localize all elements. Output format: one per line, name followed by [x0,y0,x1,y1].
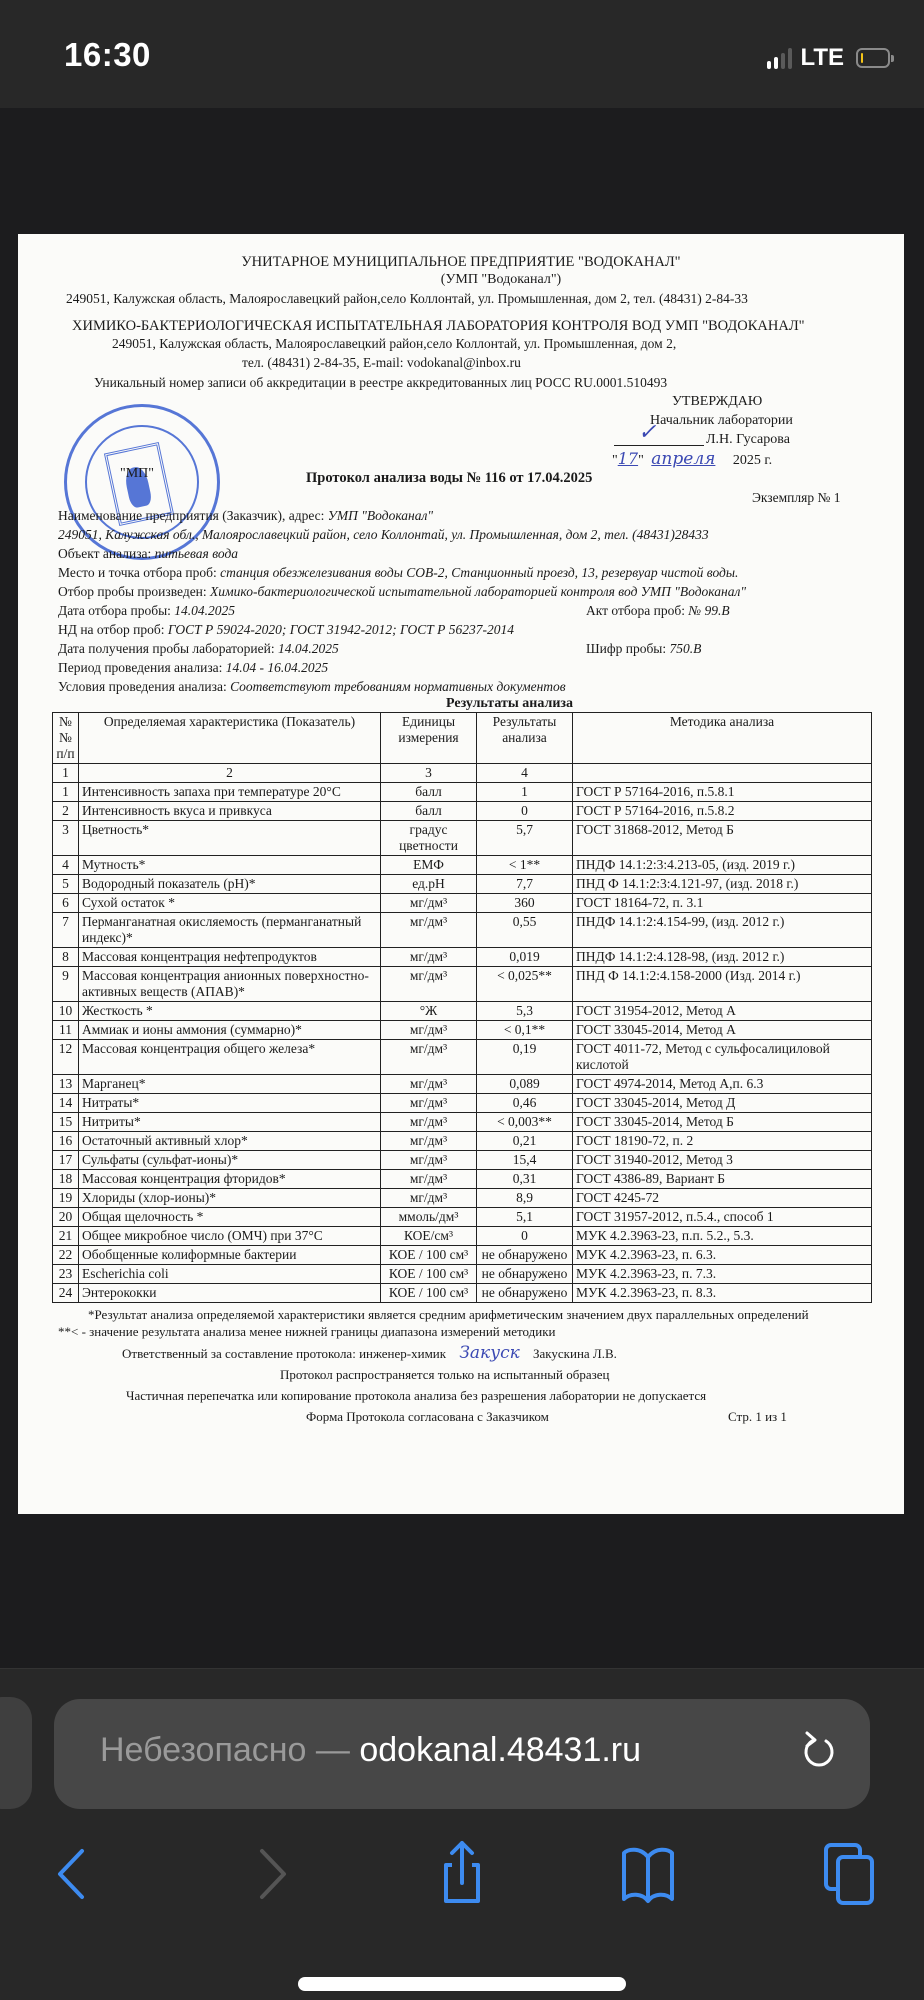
row-characteristic: Массовая концентрация общего железа* [79,1040,381,1075]
table-row [53,913,872,948]
table-row [53,1265,872,1284]
row-characteristic: Интенсивность вкуса и привкуса [79,802,381,821]
agreed-note: Форма Протокола согласована с Заказчиком [306,1409,549,1424]
table-row [53,894,872,913]
table-header-row [53,713,872,764]
row-characteristic: Обобщенные колиформные бактерии [79,1246,381,1265]
row-method: ГОСТ 18190-72, п. 2 [573,1132,872,1151]
row-result: 8,9 [477,1189,573,1208]
row-unit: балл [381,783,477,802]
row-characteristic: Жесткость * [79,1002,381,1021]
row-characteristic: Водородный показатель (рН)* [79,875,381,894]
row-unit: градус цветности [381,821,477,856]
sampling-standards-field: НД на отбор проб: ГОСТ Р 59024-2020; ГОСТ 31942-2012; ГОСТ Р 56237-2014 [58,622,514,637]
row-result: 360 [477,894,573,913]
approval-day: 17 [617,449,639,468]
security-warning: Небезопасно — [100,1731,360,1769]
table-row [53,875,872,894]
row-number: 17 [53,1151,79,1170]
row-number: 1 [53,783,79,802]
lab-name: ХИМИКО-БАКТЕРИОЛОГИЧЕСКАЯ ИСПЫТАТЕЛЬНАЯ ЛАБОРАТОРИЯ КОНТРОЛЯ ВОД УМП "ВОДОКАНАЛ" [72,318,805,334]
row-number: 22 [53,1246,79,1265]
row-characteristic: Остаточный активный хлор* [79,1132,381,1151]
row-unit: °Ж [381,1002,477,1021]
table-row [53,1189,872,1208]
row-method: ПНД Ф 14.1:2:3:4.121-97, (изд. 2018 г.) [573,875,872,894]
reload-icon[interactable] [798,1727,840,1775]
row-number: 19 [53,1189,79,1208]
row-unit: мг/дм³ [381,913,477,948]
row-unit: КОЕ / 100 см³ [381,1265,477,1284]
sample-code-field: Шифр пробы: 750.В [586,641,702,656]
row-result: 1 [477,783,573,802]
back-icon[interactable] [46,1839,106,1909]
row-result: 0,46 [477,1094,573,1113]
status-indicators [767,44,890,72]
copy-number: Экземпляр № 1 [752,490,841,505]
row-method: ГОСТ 33045-2014, Метод Д [573,1094,872,1113]
row-method: ГОСТ 33045-2014, Метод А [573,1021,872,1040]
approval-year: 2025 г. [732,453,773,468]
row-unit: мг/дм³ [381,1189,477,1208]
row-result: не обнаружено [477,1246,573,1265]
sampling-act-field: Акт отбора проб: № 99.В [586,603,730,618]
row-unit: мг/дм³ [381,1151,477,1170]
received-date-field: Дата получения пробы лабораторией: 14.04.2025 [58,641,339,656]
approval-position: Начальник лаборатории [650,413,793,428]
approval-month: апреля [651,449,716,469]
row-characteristic: Массовая концентрация анионных поверхностно-активных веществ (АПАВ)* [79,967,381,1002]
row-method: МУК 4.2.3963-23, п.п. 5.2., 5.3. [573,1227,872,1246]
row-number: 21 [53,1227,79,1246]
row-characteristic: Сульфаты (сульфат-ионы)* [79,1151,381,1170]
row-number: 2 [53,802,79,821]
row-characteristic: Перманганатная окисляемость (перманганатный индекс)* [79,913,381,948]
row-number: 20 [53,1208,79,1227]
row-unit: КОЕ / 100 см³ [381,1246,477,1265]
table-row [53,1021,872,1040]
row-characteristic: Хлориды (хлор-ионы)* [79,1189,381,1208]
row-result: 5,7 [477,821,573,856]
row-result: 0,019 [477,948,573,967]
row-result: не обнаружено [477,1265,573,1284]
row-characteristic: Энтерококки [79,1284,381,1303]
row-result: 0,31 [477,1170,573,1189]
row-characteristic: Интенсивность запаха при температуре 20°С [79,783,381,802]
row-unit: мг/дм³ [381,1132,477,1151]
row-number: 11 [53,1021,79,1040]
row-unit: балл [381,802,477,821]
row-method: ГОСТ 31868-2012, Метод Б [573,821,872,856]
table-row [53,1132,872,1151]
battery-level [861,53,863,63]
forward-icon[interactable] [244,1839,304,1909]
approval-name: Л.Н. Гусарова [706,432,790,447]
battery-icon [856,48,890,68]
row-result: 0 [477,802,573,821]
row-characteristic: Мутность* [79,856,381,875]
customer-value: УМП "Водоканал" [327,508,434,523]
row-number: 23 [53,1265,79,1284]
row-unit: мг/дм³ [381,1040,477,1075]
header-characteristic: Определяемая характеристика (Показатель) [79,713,381,764]
approval-signature-line [614,432,704,446]
row-unit: мг/дм³ [381,1113,477,1132]
row-unit: КОЕ/см³ [381,1227,477,1246]
share-icon[interactable] [432,1839,492,1909]
row-unit: ммоль/дм³ [381,1208,477,1227]
url-host: odokanal.48431.ru [359,1731,642,1769]
row-method: ГОСТ Р 57164-2016, п.5.8.1 [573,783,872,802]
row-unit: мг/дм³ [381,1075,477,1094]
row-characteristic: Массовая концентрация фторидов* [79,1170,381,1189]
row-unit: мг/дм³ [381,1170,477,1189]
row-method: ПНДФ 14.1:2:4.128-98, (изд. 2012 г.) [573,948,872,967]
row-number: 15 [53,1113,79,1132]
approval-signature: ✓ [638,420,657,445]
approval-title: УТВЕРЖДАЮ [672,394,763,409]
row-number: 5 [53,875,79,894]
row-method: ГОСТ 18164-72, п. 3.1 [573,894,872,913]
org-name: УНИТАРНОЕ МУНИЦИПАЛЬНОЕ ПРЕДПРИЯТИЕ "ВОДОКАНАЛ" [241,254,681,270]
header-method: Методика анализа [573,713,872,764]
row-number: 8 [53,948,79,967]
row-unit: мг/дм³ [381,1021,477,1040]
row-number: 24 [53,1284,79,1303]
org-address: 249051, Калужская область, Малоярославецкий район,село Коллонтай, ул. Промышленная, дом 2, тел. (48431) 2-84-33 [66,291,748,306]
header-unit: Единицы измерения [381,713,477,764]
accreditation-number: Уникальный номер записи об аккредитации в реестре аккредитованных лиц РОСС RU.0001.510493 [94,375,668,390]
row-characteristic: Общая щелочность * [79,1208,381,1227]
row-method: ГОСТ 31957-2012, п.5.4., способ 1 [573,1208,872,1227]
results-table [52,712,872,1303]
sample-date-field: Дата отбора пробы: 14.04.2025 [58,603,236,618]
customer-address: 249051, Калужская обл., Малоярославецкий район, село Коллонтай, ул. Промышленная, дом 2, тел. (48431)28433 [58,527,709,542]
row-method: ГОСТ Р 57164-2016, п.5.8.2 [573,802,872,821]
row-result: 15,4 [477,1151,573,1170]
row-characteristic: Нитраты* [79,1094,381,1113]
scope-note: Протокол распространяется только на испытанный образец [280,1367,610,1382]
row-unit: мг/дм³ [381,894,477,913]
row-unit: мг/дм³ [381,967,477,1002]
footnote-below-range: **< - значение результата анализа менее нижней границы диапазона измерений методики [58,1324,556,1339]
table-row [53,1075,872,1094]
row-characteristic: Аммиак и ионы аммония (суммарно)* [79,1021,381,1040]
analysis-period-field: Период проведения анализа: 14.04 - 16.04.2025 [58,660,329,675]
row-unit: ед.рН [381,875,477,894]
row-number: 7 [53,913,79,948]
row-method: ПНДФ 14.1:2:3:4.213-05, (изд. 2019 г.) [573,856,872,875]
row-method: ПНДФ 14.1:2:4.154-99, (изд. 2012 г.) [573,913,872,948]
row-characteristic: Общее микробное число (ОМЧ) при 37°С [79,1227,381,1246]
table-row [53,1246,872,1265]
browser-bottom-bar [0,1668,924,2000]
table-row [53,1113,872,1132]
row-result: 0 [477,1227,573,1246]
home-indicator[interactable] [298,1977,626,1991]
row-result: 0,089 [477,1075,573,1094]
row-number: 16 [53,1132,79,1151]
row-method: МУК 4.2.3963-23, п. 6.3. [573,1246,872,1265]
table-row [53,1227,872,1246]
table-row [53,783,872,802]
stamp-placeholder-label: "МП" [120,466,154,481]
row-result: 5,3 [477,1002,573,1021]
org-short-name: (УМП "Водоканал") [440,272,562,287]
table-row [53,1151,872,1170]
row-result: < 0,025** [477,967,573,1002]
footnote-average: *Результат анализа определяемой характеристики является средним арифметическим значением двух параллельных определений [88,1307,809,1322]
row-method: ГОСТ 4974-2014, Метод А,п. 6.3 [573,1075,872,1094]
row-unit: мг/дм³ [381,1094,477,1113]
network-type: LTE [800,44,844,71]
row-unit: ЕМФ [381,856,477,875]
row-characteristic: Нитриты* [79,1113,381,1132]
row-number: 6 [53,894,79,913]
table-row [53,802,872,821]
row-result: 0,19 [477,1040,573,1075]
table-row [53,1170,872,1189]
results-title: Результаты анализа [446,696,574,711]
header-num: №№ п/п [53,713,79,764]
row-result: 5,1 [477,1208,573,1227]
row-characteristic: Escherichia coli [79,1265,381,1284]
row-result: 0,21 [477,1132,573,1151]
row-unit: КОЕ / 100 см³ [381,1284,477,1303]
row-number: 13 [53,1075,79,1094]
previous-tab-peek[interactable] [0,1697,32,1809]
customer-field: Наименование предприятия (Заказчик), адрес: УМП "Водоканал" [58,508,434,523]
row-characteristic: Сухой остаток * [79,894,381,913]
table-row [53,1208,872,1227]
row-result: не обнаружено [477,1284,573,1303]
table-row [53,1002,872,1021]
status-bar [0,0,924,108]
approval-date: "17" апреля 2025 г. [612,449,773,469]
row-method: МУК 4.2.3963-23, п. 7.3. [573,1265,872,1284]
sampled-by-field: Отбор пробы произведен: Химико-бактериологической испытательной лабораторией контроля вод УМП "Водоканал" [58,584,747,599]
browser-toolbar [0,1839,924,1909]
row-method: МУК 4.2.3963-23, п. 8.3. [573,1284,872,1303]
table-row [53,821,872,856]
row-result: 0,55 [477,913,573,948]
url-text[interactable] [100,1731,641,1770]
table-index-row: 1 2 3 4 [53,764,872,783]
sampling-place-field: Место и точка отбора проб: станция обезжелезивания воды СОВ-2, Станционный проезд, 13, резервуар чистой воды. [58,565,739,580]
row-characteristic: Цветность* [79,821,381,856]
row-number: 10 [53,1002,79,1021]
row-method: ГОСТ 4245-72 [573,1189,872,1208]
bookmarks-icon[interactable] [618,1839,678,1909]
row-number: 14 [53,1094,79,1113]
row-number: 12 [53,1040,79,1075]
row-result: < 1** [477,856,573,875]
row-method: ГОСТ 4386-89, Вариант Б [573,1170,872,1189]
tabs-icon[interactable] [820,1839,880,1909]
row-method: ГОСТ 31940-2012, Метод 3 [573,1151,872,1170]
row-characteristic: Марганец* [79,1075,381,1094]
row-result: < 0,003** [477,1113,573,1132]
table-row [53,948,872,967]
row-characteristic: Массовая концентрация нефтепродуктов [79,948,381,967]
row-number: 4 [53,856,79,875]
header-result: Результаты анализа [477,713,573,764]
row-unit: мг/дм³ [381,948,477,967]
row-number: 18 [53,1170,79,1189]
row-number: 9 [53,967,79,1002]
analysis-conditions-field: Условия проведения анализа: Соответствуют требованиям нормативных документов [58,679,566,694]
row-method: ГОСТ 4011-72, Метод с сульфосалициловой кислотой [573,1040,872,1075]
object-field: Объект анализа: питьевая вода [58,546,239,561]
responsible-person: Ответственный за составление протокола: инженер-химик Закуск Закускина Л.В. [122,1343,617,1363]
address-bar[interactable] [54,1699,870,1809]
document-page [18,234,904,1514]
table-row [53,1094,872,1113]
row-method: ГОСТ 31954-2012, Метод А [573,1002,872,1021]
row-method: ГОСТ 33045-2014, Метод Б [573,1113,872,1132]
page-number: Стр. 1 из 1 [728,1409,787,1424]
protocol-title: Протокол анализа воды № 116 от 17.04.2025 [306,470,593,486]
table-row [53,856,872,875]
row-method: ПНД Ф 14.1:2:4.158-2000 (Изд. 2014 г.) [573,967,872,1002]
status-time: 16:30 [64,36,151,73]
table-row [53,967,872,1002]
table-row [53,1284,872,1303]
lab-contacts: тел. (48431) 2-84-35, E-mail: vodokanal@inbox.ru [242,355,521,370]
cellular-signal-icon [767,47,792,69]
row-result: < 0,1** [477,1021,573,1040]
table-row [53,1040,872,1075]
row-number: 3 [53,821,79,856]
copy-forbidden-note: Частичная перепечатка или копирование протокола анализа без разрешения лаборатории не допускается [126,1388,707,1403]
responsible-signature: Закуск [459,1343,520,1363]
row-result: 7,7 [477,875,573,894]
lab-address: 249051, Калужская область, Малоярославецкий район,село Коллонтай, ул. Промышленная, дом 2, [112,336,677,351]
